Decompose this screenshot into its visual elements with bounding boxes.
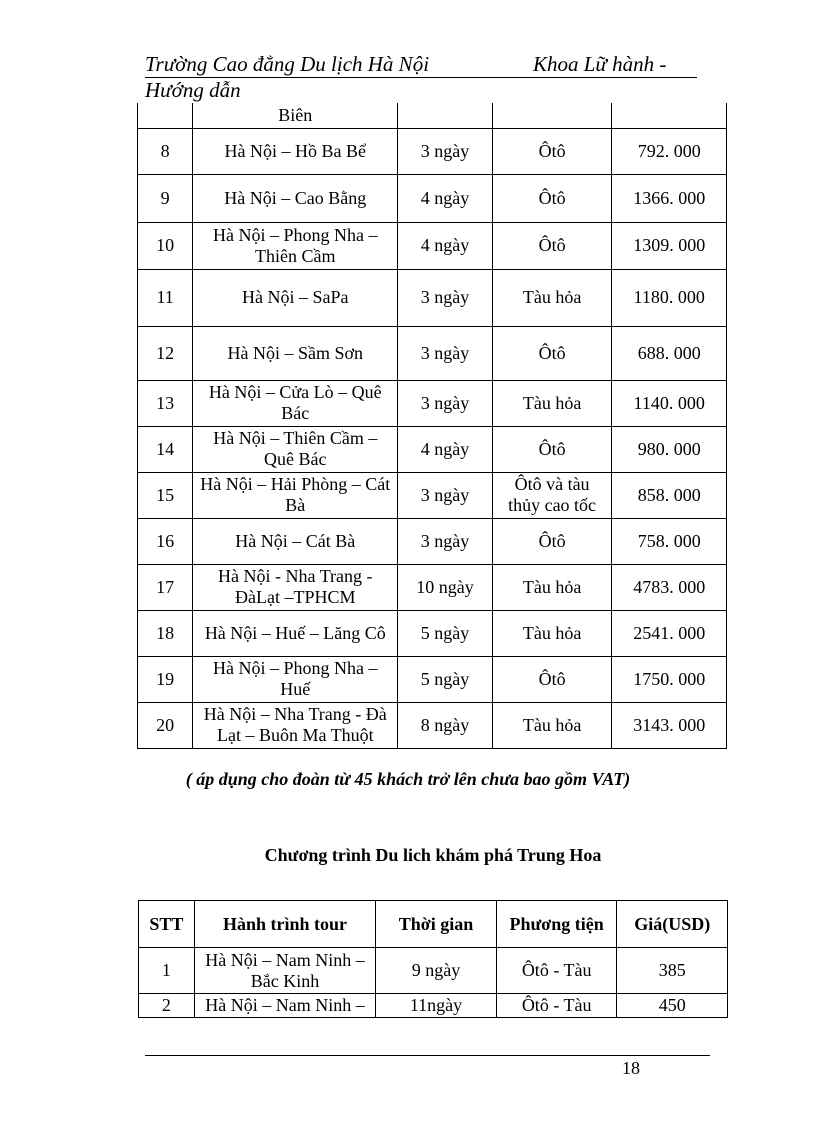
china-tour-table — [138, 900, 728, 1018]
table-row-carry — [138, 103, 727, 128]
stt-cell: 17 — [138, 564, 193, 610]
page-header — [145, 52, 697, 102]
price-cell: 3143. 000 — [612, 702, 727, 748]
table-row — [138, 564, 727, 610]
stt-cell: 10 — [138, 222, 193, 269]
route-cell: Hà Nội – Huế – Lăng Cô — [193, 610, 398, 656]
transport-cell: Tàu hỏa — [492, 564, 612, 610]
header-price: Giá(USD) — [617, 901, 728, 948]
transport-cell: Tàu hỏa — [492, 702, 612, 748]
stt-cell: 2 — [139, 994, 195, 1018]
header-stt: STT — [139, 901, 195, 948]
transport-cell — [492, 103, 612, 128]
header-transport: Phương tiện — [496, 901, 617, 948]
price-cell: 2541. 000 — [612, 610, 727, 656]
table-row — [138, 610, 727, 656]
faculty-name-continued: Hướng dẫn — [145, 78, 241, 102]
route-cell: Hà Nội – Phong Nha – Thiên Cầm — [193, 222, 398, 269]
price-cell: 758. 000 — [612, 518, 727, 564]
section-title: Chương trình Du lich khám phá Trung Hoa — [264, 845, 602, 865]
route-cell: Hà Nội – Thiên Cầm – Quê Bác — [193, 426, 398, 472]
stt-cell: 8 — [138, 128, 193, 174]
table-row — [138, 472, 727, 518]
pricing-note: ( áp dụng cho đoàn từ 45 khách trở lên chưa bao gồm VAT) — [185, 769, 631, 789]
stt-cell: 18 — [138, 610, 193, 656]
price-cell: 980. 000 — [612, 426, 727, 472]
stt-cell: 11 — [138, 269, 193, 326]
duration-cell: 4 ngày — [398, 174, 492, 222]
transport-cell: Tàu hỏa — [492, 610, 612, 656]
duration-cell: 3 ngày — [398, 269, 492, 326]
stt-cell: 14 — [138, 426, 193, 472]
price-cell: 1366. 000 — [612, 174, 727, 222]
footer-divider — [145, 1055, 710, 1056]
duration-cell: 4 ngày — [398, 222, 492, 269]
transport-cell: Tàu hỏa — [492, 380, 612, 426]
price-cell: 792. 000 — [612, 128, 727, 174]
table-row — [138, 128, 727, 174]
route-cell: Hà Nội – Sầm Sơn — [193, 326, 398, 380]
route-cell: Biên — [193, 103, 398, 128]
price-cell — [612, 103, 727, 128]
faculty-name: Khoa Lữ hành - — [533, 52, 667, 76]
route-cell: Hà Nội – Cát Bà — [193, 518, 398, 564]
price-cell: 1750. 000 — [612, 656, 727, 702]
header-route: Hành trình tour — [194, 901, 375, 948]
route-cell: Hà Nội – Cao Bằng — [193, 174, 398, 222]
duration-cell: 10 ngày — [398, 564, 492, 610]
route-cell: Hà Nội – Hải Phòng – Cát Bà — [193, 472, 398, 518]
table-row — [138, 174, 727, 222]
table-row — [138, 656, 727, 702]
table-row — [139, 994, 728, 1018]
price-cell: 1180. 000 — [612, 269, 727, 326]
route-cell: Hà Nội – Nha Trang - Đà Lạt – Buôn Ma Thuột — [193, 702, 398, 748]
price-cell: 858. 000 — [612, 472, 727, 518]
stt-cell: 20 — [138, 702, 193, 748]
stt-cell: 16 — [138, 518, 193, 564]
transport-cell: Ôtô — [492, 518, 612, 564]
header-duration: Thời gian — [376, 901, 497, 948]
duration-cell: 3 ngày — [398, 518, 492, 564]
page-number: 18 — [622, 1058, 640, 1078]
transport-cell: Ôtô và tàu thủy cao tốc — [492, 472, 612, 518]
transport-cell: Ôtô — [492, 656, 612, 702]
transport-cell: Tàu hỏa — [492, 269, 612, 326]
duration-cell: 3 ngày — [398, 326, 492, 380]
table-row — [138, 380, 727, 426]
duration-cell: 4 ngày — [398, 426, 492, 472]
route-cell: Hà Nội – Hồ Ba Bể — [193, 128, 398, 174]
route-cell: Hà Nội – Phong Nha – Huế — [193, 656, 398, 702]
duration-cell: 8 ngày — [398, 702, 492, 748]
duration-cell: 3 ngày — [398, 380, 492, 426]
route-cell: Hà Nội – Nam Ninh – Bắc Kinh — [194, 948, 375, 994]
duration-cell: 9 ngày — [376, 948, 497, 994]
transport-cell: Ôtô — [492, 128, 612, 174]
price-cell: 688. 000 — [612, 326, 727, 380]
transport-cell: Ôtô - Tàu — [496, 948, 617, 994]
table-row — [138, 518, 727, 564]
duration-cell: 11ngày — [376, 994, 497, 1018]
price-cell: 1309. 000 — [612, 222, 727, 269]
route-cell: Hà Nội – Nam Ninh – — [194, 994, 375, 1018]
stt-cell: 13 — [138, 380, 193, 426]
route-cell: Hà Nội – Cửa Lò – Quê Bác — [193, 380, 398, 426]
price-cell: 4783. 000 — [612, 564, 727, 610]
duration-cell: 5 ngày — [398, 656, 492, 702]
duration-cell — [398, 103, 492, 128]
price-cell: 1140. 000 — [612, 380, 727, 426]
table-row — [139, 948, 728, 994]
route-cell: Hà Nội - Nha Trang - ĐàLạt –TPHCM — [193, 564, 398, 610]
table-row — [138, 222, 727, 269]
tour-price-table — [137, 103, 727, 749]
transport-cell: Ôtô — [492, 426, 612, 472]
stt-cell: 15 — [138, 472, 193, 518]
transport-cell: Ôtô — [492, 174, 612, 222]
stt-cell: 12 — [138, 326, 193, 380]
transport-cell: Ôtô - Tàu — [496, 994, 617, 1018]
transport-cell: Ôtô — [492, 326, 612, 380]
table-row — [138, 702, 727, 748]
transport-cell: Ôtô — [492, 222, 612, 269]
price-cell: 450 — [617, 994, 728, 1018]
route-cell: Hà Nội – SaPa — [193, 269, 398, 326]
stt-cell: 9 — [138, 174, 193, 222]
table-header-row — [139, 901, 728, 948]
table-row — [138, 426, 727, 472]
table-row — [138, 326, 727, 380]
table-row — [138, 269, 727, 326]
school-name: Trường Cao đẳng Du lịch Hà Nội — [145, 52, 430, 76]
duration-cell: 3 ngày — [398, 128, 492, 174]
duration-cell: 5 ngày — [398, 610, 492, 656]
stt-cell — [138, 103, 193, 128]
price-cell: 385 — [617, 948, 728, 994]
stt-cell: 19 — [138, 656, 193, 702]
stt-cell: 1 — [139, 948, 195, 994]
duration-cell: 3 ngày — [398, 472, 492, 518]
